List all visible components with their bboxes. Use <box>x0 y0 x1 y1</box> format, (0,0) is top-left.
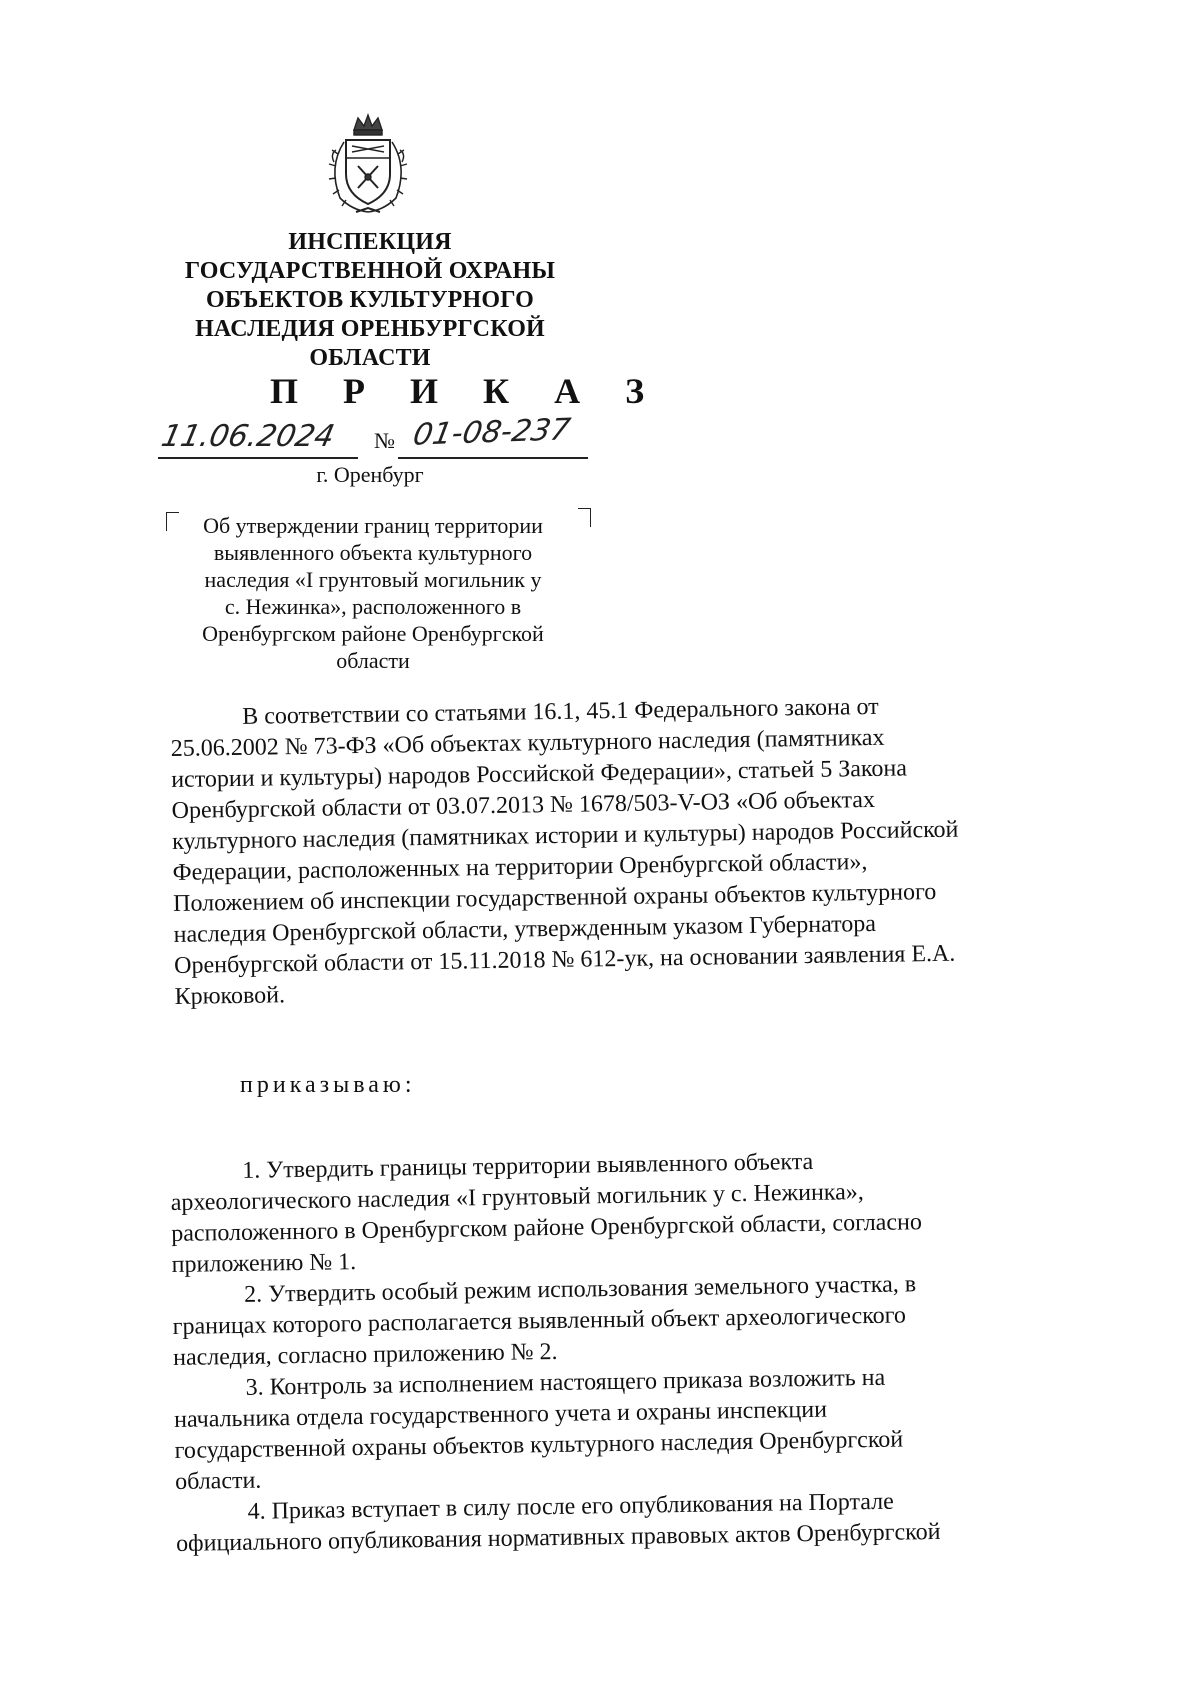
item-line: наследия, согласно приложению № 2. <box>172 1338 558 1371</box>
subject-block <box>168 512 578 674</box>
date-number-line <box>158 412 588 465</box>
handwritten-number: 01-08-237 <box>410 412 573 453</box>
item-line: 1. Утвердить границы территории выявленного объекта <box>242 1148 814 1184</box>
preamble-line: 25.06.2002 № 73-ФЗ «Об объектах культурного наследия (памятниках <box>170 724 885 762</box>
handwritten-date: 11.06.2024 <box>158 419 338 454</box>
preamble-line: Оренбургской области от 15.11.2018 № 612-ук, на основании заявления Е.А. <box>173 940 956 979</box>
preamble-line: истории и культуры) народов Российской Федерации», статьей 5 Закона <box>171 755 908 793</box>
item-line: официального опубликования нормативных правовых актов Оренбургской <box>175 1518 941 1557</box>
subject-line: Об утверждении границ территории <box>203 513 543 538</box>
organization-name <box>150 228 590 373</box>
item-line: 2. Утвердить особый режим использования земельного участка, в <box>243 1271 917 1308</box>
org-line: ОБЪЕКТОВ КУЛЬТУРНОГО <box>205 287 535 313</box>
item-line: приложению № 1. <box>171 1249 357 1278</box>
item-line: расположенного в Оренбургском районе Оренбургской области, согласно <box>171 1209 923 1247</box>
preamble-paragraph <box>170 688 1125 1013</box>
date-underline <box>158 457 358 459</box>
org-line: НАСЛЕДИЯ ОРЕНБУРГСКОЙ <box>195 316 545 342</box>
order-items <box>170 1142 1126 1560</box>
subject-line: наследия «I грунтовый могильник у <box>204 567 542 592</box>
order-directive: приказываю: <box>240 1072 416 1098</box>
preamble-line: Федерации, расположенных на территории Оренбургской области», <box>172 849 868 886</box>
number-underline <box>398 457 588 459</box>
subject-line: с. Нежинка», расположенного в <box>224 594 522 619</box>
item-line: 3. Контроль за исполнением настоящего приказа возложить на <box>245 1364 886 1401</box>
org-line: ГОСУДАРСТВЕННОЙ ОХРАНЫ <box>184 258 556 284</box>
item-line: 4. Приказ вступает в силу после его опубликования на Портале <box>247 1488 894 1525</box>
preamble-line: В соответствии со статьями 16.1, 45.1 Федерального закона от <box>242 693 879 730</box>
document-type-title: П Р И К А З <box>270 371 663 411</box>
preamble-line: Положением об инспекции государственной охраны объектов культурного <box>172 878 937 917</box>
org-line: ОБЛАСТИ <box>309 345 431 371</box>
preamble-line: культурного наследия (памятниках истории и культуры) народов Российской <box>171 816 959 855</box>
coat-of-arms-icon <box>318 112 418 220</box>
preamble-line: Оренбургской области от 03.07.2013 № 1678/503-V-ОЗ «Об объектах <box>171 786 876 824</box>
subject-line: выявленного объекта культурного <box>213 540 533 565</box>
subject-line: области <box>336 648 410 673</box>
city-line: г. Оренбург <box>316 462 424 487</box>
item-line: государственной охраны объектов культурного наследия Оренбургской <box>174 1426 904 1464</box>
preamble-line: наследия Оренбургской области, утвержденным указом Губернатора <box>173 910 877 948</box>
item-line: границах которого располагается выявленный объект археологического <box>172 1302 907 1340</box>
org-line: ИНСПЕКЦИЯ <box>288 229 452 255</box>
subject-line: Оренбургском районе Оренбургской <box>202 621 544 646</box>
subject-bracket-right <box>578 508 591 527</box>
item-line: археологического наследия «I грунтовый могильник у с. Нежинка», <box>170 1179 864 1216</box>
item-line: начальника отдела государственного учета и охраны инспекции <box>173 1396 828 1433</box>
item-line: области. <box>174 1467 262 1495</box>
number-sign: № <box>374 428 395 453</box>
preamble-line: Крюковой. <box>174 982 286 1010</box>
